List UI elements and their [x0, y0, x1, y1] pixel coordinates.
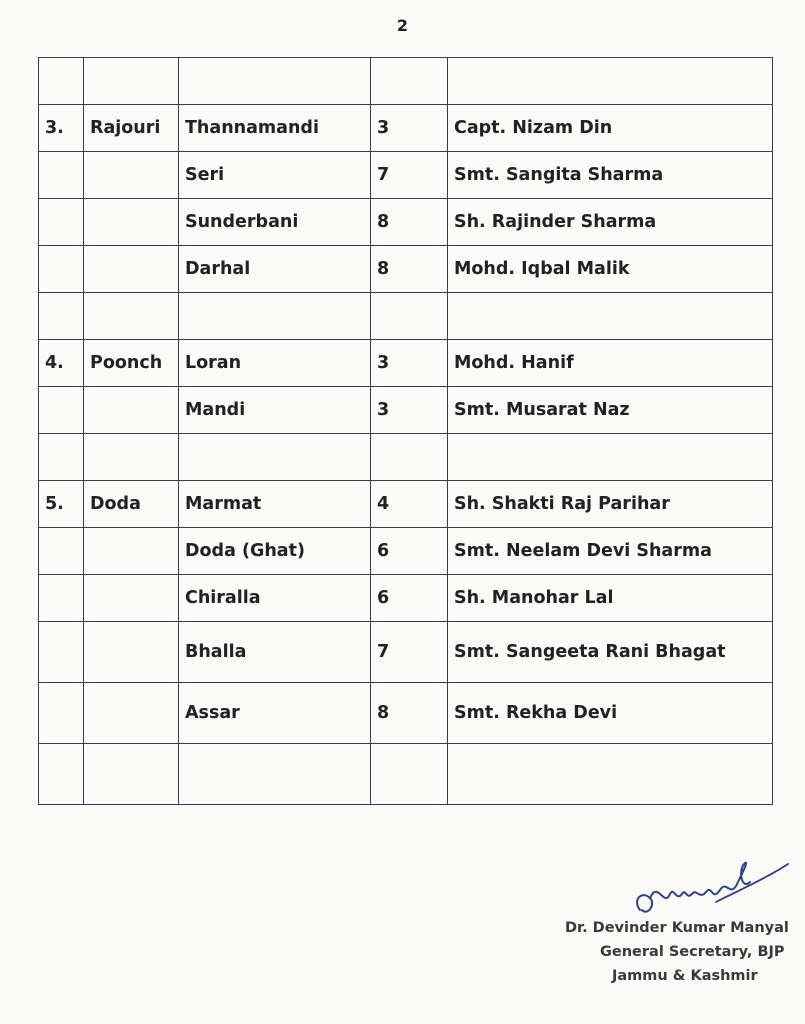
seat-number-cell	[371, 58, 448, 105]
district-cell: Doda	[84, 481, 179, 528]
candidate-name-cell	[448, 58, 773, 105]
district-cell	[84, 434, 179, 481]
serial-number-cell: 5.	[39, 481, 84, 528]
signature-block	[540, 850, 800, 1010]
candidate-name-cell: Capt. Nizam Din	[448, 105, 773, 152]
district-cell	[84, 199, 179, 246]
serial-number-cell: 4.	[39, 340, 84, 387]
seat-number-cell: 8	[371, 683, 448, 744]
signatory-place: Jammu & Kashmir	[612, 968, 758, 984]
block-cell	[179, 58, 371, 105]
block-cell: Mandi	[179, 387, 371, 434]
district-cell: Poonch	[84, 340, 179, 387]
district-cell	[84, 575, 179, 622]
table-row	[39, 105, 773, 152]
signatory-title: General Secretary, BJP	[600, 944, 785, 960]
signatory-name: Dr. Devinder Kumar Manyal	[565, 920, 789, 936]
district-cell	[84, 293, 179, 340]
serial-number-cell	[39, 246, 84, 293]
table-row	[39, 575, 773, 622]
page-number: 2	[396, 16, 409, 35]
block-cell	[179, 293, 371, 340]
seat-number-cell	[371, 434, 448, 481]
seat-number-cell	[371, 293, 448, 340]
candidate-name-cell	[448, 434, 773, 481]
table-row	[39, 481, 773, 528]
seat-number-cell: 6	[371, 528, 448, 575]
block-cell: Chiralla	[179, 575, 371, 622]
serial-number-cell	[39, 622, 84, 683]
block-cell: Doda (Ghat)	[179, 528, 371, 575]
table-row	[39, 246, 773, 293]
candidate-name-cell: Sh. Shakti Raj Parihar	[448, 481, 773, 528]
serial-number-cell	[39, 152, 84, 199]
seat-number-cell: 8	[371, 246, 448, 293]
table-row	[39, 387, 773, 434]
candidate-name-cell: Sh. Manohar Lal	[448, 575, 773, 622]
seat-number-cell: 7	[371, 152, 448, 199]
seat-number-cell: 3	[371, 340, 448, 387]
candidate-name-cell: Mohd. Hanif	[448, 340, 773, 387]
nomination-table	[38, 57, 773, 805]
candidate-name-cell: Smt. Sangeeta Rani Bhagat	[448, 622, 773, 683]
block-cell	[179, 744, 371, 805]
block-cell: Assar	[179, 683, 371, 744]
candidate-name-cell: Smt. Musarat Naz	[448, 387, 773, 434]
candidate-name-cell: Smt. Rekha Devi	[448, 683, 773, 744]
seat-number-cell: 3	[371, 105, 448, 152]
candidate-name-cell	[448, 744, 773, 805]
table-row	[39, 199, 773, 246]
block-cell: Bhalla	[179, 622, 371, 683]
serial-number-cell	[39, 434, 84, 481]
block-cell: Sunderbani	[179, 199, 371, 246]
table-row	[39, 744, 773, 805]
candidate-name-cell: Sh. Rajinder Sharma	[448, 199, 773, 246]
candidate-name-cell: Smt. Sangita Sharma	[448, 152, 773, 199]
block-cell: Darhal	[179, 246, 371, 293]
block-cell: Seri	[179, 152, 371, 199]
candidate-name-cell: Mohd. Iqbal Malik	[448, 246, 773, 293]
district-cell	[84, 528, 179, 575]
serial-number-cell	[39, 58, 84, 105]
table-row	[39, 683, 773, 744]
serial-number-cell	[39, 199, 84, 246]
block-cell: Thannamandi	[179, 105, 371, 152]
table-row	[39, 528, 773, 575]
district-cell	[84, 152, 179, 199]
serial-number-cell	[39, 528, 84, 575]
district-cell	[84, 387, 179, 434]
seat-number-cell	[371, 744, 448, 805]
district-cell	[84, 58, 179, 105]
seat-number-cell: 6	[371, 575, 448, 622]
candidate-name-cell	[448, 293, 773, 340]
serial-number-cell	[39, 387, 84, 434]
serial-number-cell	[39, 293, 84, 340]
handwritten-signature	[620, 850, 790, 930]
blank-row	[39, 58, 773, 105]
district-cell	[84, 744, 179, 805]
blank-row	[39, 293, 773, 340]
serial-number-cell	[39, 683, 84, 744]
block-cell: Marmat	[179, 481, 371, 528]
district-cell	[84, 683, 179, 744]
table-row	[39, 340, 773, 387]
table-row	[39, 152, 773, 199]
table-body	[39, 58, 773, 805]
serial-number-cell	[39, 744, 84, 805]
table-row	[39, 622, 773, 683]
seat-number-cell: 3	[371, 387, 448, 434]
district-cell: Rajouri	[84, 105, 179, 152]
block-cell: Loran	[179, 340, 371, 387]
blank-row	[39, 434, 773, 481]
serial-number-cell: 3.	[39, 105, 84, 152]
seat-number-cell: 4	[371, 481, 448, 528]
candidate-name-cell: Smt. Neelam Devi Sharma	[448, 528, 773, 575]
seat-number-cell: 8	[371, 199, 448, 246]
serial-number-cell	[39, 575, 84, 622]
block-cell	[179, 434, 371, 481]
district-cell	[84, 246, 179, 293]
seat-number-cell: 7	[371, 622, 448, 683]
district-cell	[84, 622, 179, 683]
